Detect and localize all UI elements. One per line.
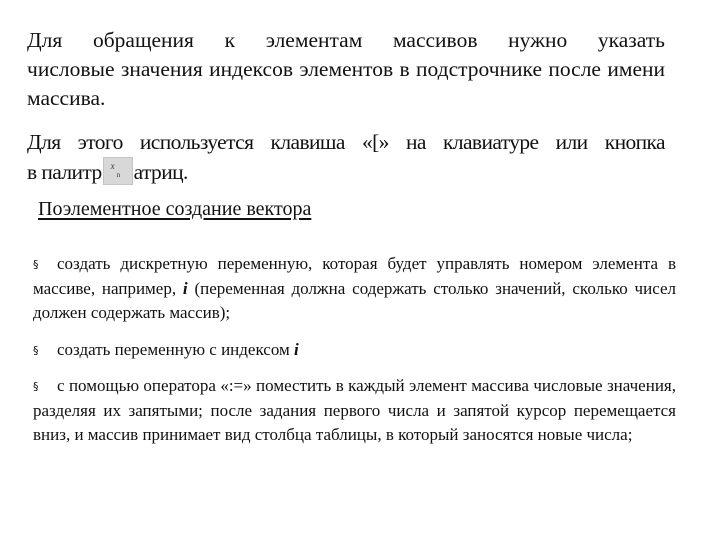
key-line-2-start: в палитр [27,160,102,184]
subscript-n-glyph: n [116,171,120,179]
variable-name: i [182,279,188,298]
key-paragraph [27,128,665,187]
bullet-marker-icon: § [33,258,39,271]
key-line-2-end: атриц. [133,160,188,184]
intro-line-rest: числовые значения индексов элементов в подстрочнике после имени массива. [27,57,665,110]
variable-name: i [294,340,299,359]
section-heading: Поэлементное создание вектора [38,198,312,220]
subscript-index-button[interactable] [103,157,133,185]
subscript-index-icon: x [110,161,115,171]
bullet-marker-icon: § [33,380,39,393]
intro-paragraph [27,26,665,113]
key-line-1: Для этого используется клавиша «[» на клавиатуре или кнопка [27,130,665,154]
list-item [33,374,676,447]
list-item-text: создать дискретную переменную, которая будет управлять номером элемента в массиве, например, [33,254,676,298]
key-line-2 [27,157,665,187]
intro-line-1: Для обращения к элементам массивов нужно указать [27,28,665,52]
list-item [33,338,676,363]
bullet-marker-icon: § [33,344,39,357]
list-item-text: создать переменную с индексом [57,340,290,359]
list-item [33,252,676,325]
list-item-text-end: (переменная должна содержать столько значений, сколько чисел должен содержать массив); [33,279,676,322]
list-item-text: с помощью оператора «:=» поместить в каждый элемент массива числовые значения, разделяя их запятыми; после задания первого числа и запятой курсор перемещается вниз, и массив принимает вид столбца таблицы, в который заносятся новые числа; [33,376,676,444]
